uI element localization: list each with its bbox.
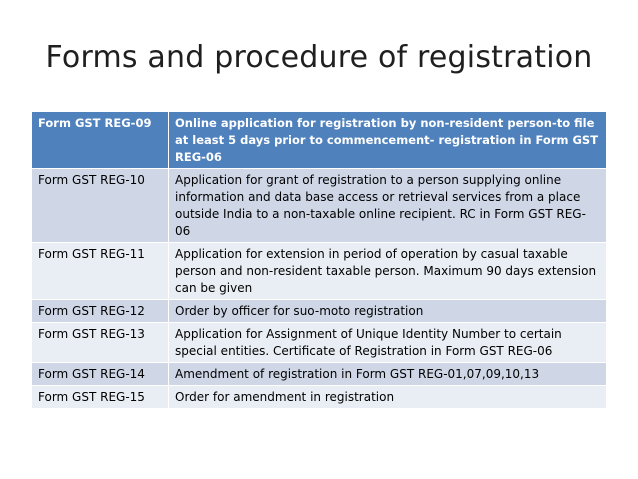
slide-title: Forms and procedure of registration (45, 40, 593, 75)
description-cell: Amendment of registration in Form GST REG-01,07,09,10,13 (169, 363, 607, 386)
form-cell: Form GST REG-15 (32, 386, 169, 409)
table-row (32, 300, 607, 323)
form-cell: Form GST REG-13 (32, 323, 169, 363)
form-cell: Form GST REG-12 (32, 300, 169, 323)
description-cell: Application for extension in period of operation by casual taxable person and non-resident taxable person. Maximum 90 days extension can be given (169, 243, 607, 300)
table-row (32, 323, 607, 363)
table-row (32, 112, 607, 169)
description-cell: Application for Assignment of Unique Identity Number to certain special entities. Certificate of Registration in Form GST REG-06 (169, 323, 607, 363)
description-cell: Order by officer for suo-moto registration (169, 300, 607, 323)
form-cell: Form GST REG-10 (32, 169, 169, 243)
description-cell: Online application for registration by non-resident person-to file at least 5 days prior to commencement- registration in Form GST REG-06 (169, 112, 607, 169)
description-cell: Application for grant of registration to a person supplying online information and data base access or retrieval services from a place outside India to a non-taxable online recipient. RC in Form GST REG-06 (169, 169, 607, 243)
table-row (32, 169, 607, 243)
form-cell: Form GST REG-11 (32, 243, 169, 300)
table-row (32, 363, 607, 386)
description-cell: Order for amendment in registration (169, 386, 607, 409)
table-row (32, 386, 607, 409)
registration-forms-table (31, 111, 607, 409)
form-cell: Form GST REG-09 (32, 112, 169, 169)
form-cell: Form GST REG-14 (32, 363, 169, 386)
table-row (32, 243, 607, 300)
